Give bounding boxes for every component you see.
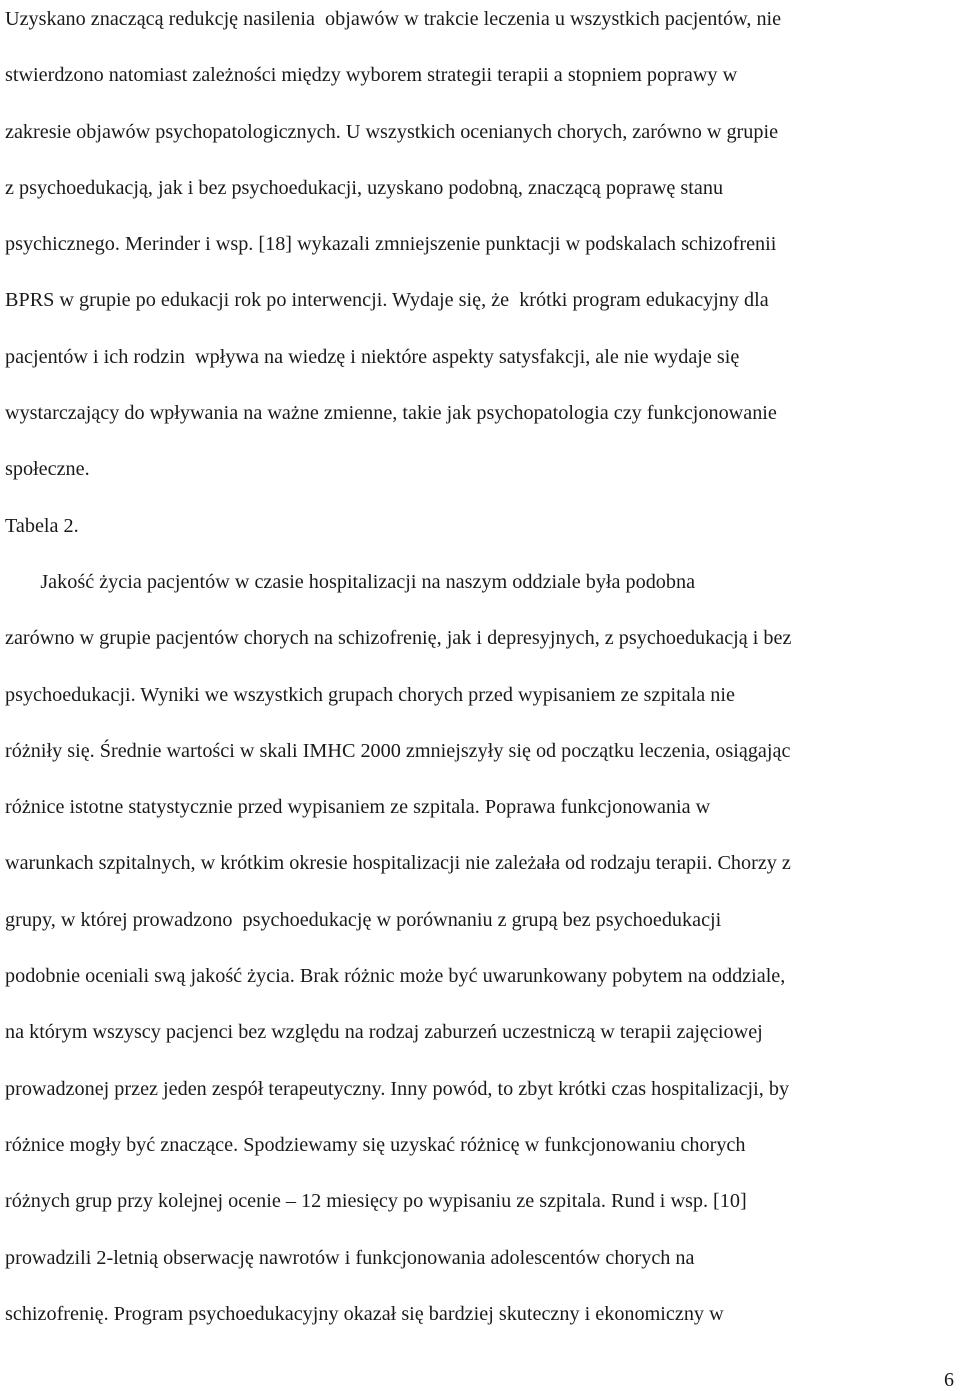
text-line: wystarczający do wpływania na ważne zmienne, takie jak psychopatologia czy funkcjonowanie: [5, 402, 777, 425]
text-line: zakresie objawów psychopatologicznych. U wszystkich ocenianych chorych, zarówno w grupie: [5, 120, 779, 143]
text-line: różnych grup przy kolejnej ocenie – 12 miesięcy po wypisaniu ze szpitala. Rund i wsp. [10]: [5, 1190, 747, 1213]
paragraph-start-line: Jakość życia pacjentów w czasie hospitalizacji na naszym oddziale była podobna: [5, 570, 696, 593]
text-line: różnice istotne statystycznie przed wypisaniem ze szpitala. Poprawa funkcjonowania w: [5, 796, 711, 819]
page-number: 6: [944, 1369, 954, 1391]
text-line: BPRS w grupie po edukacji rok po interwencji. Wydaje się, że krótki program edukacyjny dla: [5, 289, 769, 312]
document-page: [5, 0, 958, 1342]
table-reference: Tabela 2.: [5, 514, 79, 537]
text-line: z psychoedukacją, jak i bez psychoedukacji, uzyskano podobną, znaczącą poprawę stanu: [5, 176, 724, 199]
text-line: grupy, w której prowadzono psychoedukację w porównaniu z grupą bez psychoedukacji: [5, 908, 722, 931]
text-line: różniły się. Średnie wartości w skali IMHC 2000 zmniejszyły się od początku leczenia, osiągając: [5, 739, 791, 762]
text-line: stwierdzono natomiast zależności między wyborem strategii terapii a stopniem poprawy w: [5, 64, 738, 87]
text-line: psychoedukacji. Wyniki we wszystkich grupach chorych przed wypisaniem ze szpitala nie: [5, 683, 735, 706]
text-line: psychicznego. Merinder i wsp. [18] wykazali zmniejszenie punktacji w podskalach schizofrenii: [5, 233, 777, 256]
text-line: różnice mogły być znaczące. Spodziewamy się uzyskać różnicę w funkcjonowaniu chorych: [5, 1133, 746, 1156]
text-line: podobnie oceniali swą jakość życia. Brak różnic może być uwarunkowany pobytem na oddziale,: [5, 965, 786, 988]
text-line: prowadzili 2-letnią obserwację nawrotów i funkcjonowania adolescentów chorych na: [5, 1246, 695, 1269]
text-line: społeczne.: [5, 458, 90, 481]
text-line: Uzyskano znaczącą redukcję nasilenia objawów w trakcie leczenia u wszystkich pacjentów, nie: [5, 8, 782, 30]
text-line: pacjentów i ich rodzin wpływa na wiedzę i niektóre aspekty satysfakcji, ale nie wydaje się: [5, 345, 740, 368]
text-line: schizofrenię. Program psychoedukacyjny okazał się bardziej skuteczny i ekonomiczny w: [5, 1302, 724, 1325]
text-line: na którym wszyscy pacjenci bez względu na rodzaj zaburzeń uczestniczą w terapii zajęciowej: [5, 1021, 763, 1044]
text-line: zarówno w grupie pacjentów chorych na schizofrenię, jak i depresyjnych, z psychoedukacją i bez: [5, 627, 792, 650]
text-line: warunkach szpitalnych, w krótkim okresie hospitalizacji nie zależała od rodzaju terapii. Chorzy z: [5, 852, 791, 875]
text-line: prowadzonej przez jeden zespół terapeutyczny. Inny powód, to zbyt krótki czas hospitalizacji, by: [5, 1077, 790, 1100]
